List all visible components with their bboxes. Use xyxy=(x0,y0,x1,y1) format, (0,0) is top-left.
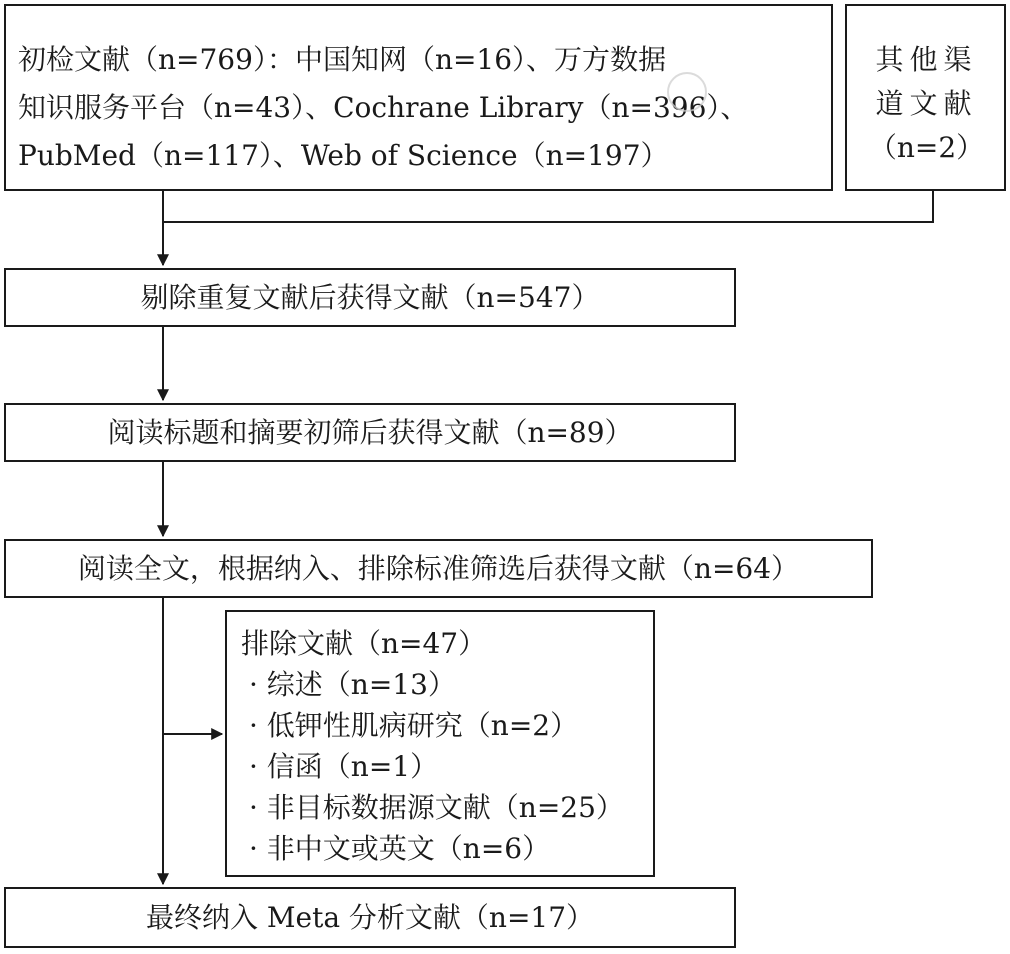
initial-search-line-2: 知识服务平台（n=43）、Cochrane Library（n=396）、 xyxy=(18,91,749,124)
other-sources-line-2: 道文献 xyxy=(875,87,978,120)
watermark-seal-icon xyxy=(667,72,707,112)
excluded-title: 排除文献（n=47） xyxy=(241,627,487,660)
after-dedup-text: 剔除重复文献后获得文献（n=547） xyxy=(140,281,600,314)
excluded-item-hypokalemic-myopathy: · 低钾性肌病研究（n=2） xyxy=(249,709,579,742)
excluded-item-non-target-source: · 非目标数据源文献（n=25） xyxy=(249,791,624,824)
after-title-abstract-text: 阅读标题和摘要初筛后获得文献（n=89） xyxy=(107,416,633,449)
excluded-item-non-chinese-english: · 非中文或英文（n=6） xyxy=(249,832,551,865)
excluded-item-letters: · 信函（n=1） xyxy=(249,750,439,783)
after-dedup-box xyxy=(4,268,736,327)
final-included-box xyxy=(4,887,736,948)
after-fulltext-text: 阅读全文，根据纳入、排除标准筛选后获得文献（n=64） xyxy=(77,552,800,585)
excluded-item-reviews: · 综述（n=13） xyxy=(249,668,456,701)
other-sources-box xyxy=(845,4,1006,191)
after-fulltext-box xyxy=(4,539,873,598)
watermark-logo xyxy=(667,66,817,116)
other-sources-line-1: 其他渠 xyxy=(875,43,978,76)
connector-other-sources-merge xyxy=(163,191,933,222)
excluded-box xyxy=(225,610,655,877)
initial-search-line-3: PubMed（n=117）、Web of Science（n=197） xyxy=(18,139,669,172)
after-title-abstract-box xyxy=(4,403,736,462)
final-included-text: 最终纳入 Meta 分析文献（n=17） xyxy=(145,901,595,934)
other-sources-line-3: （n=2） xyxy=(868,131,985,164)
initial-search-line-1: 初检文献（n=769）：中国知网（n=16）、万方数据 xyxy=(18,43,667,76)
